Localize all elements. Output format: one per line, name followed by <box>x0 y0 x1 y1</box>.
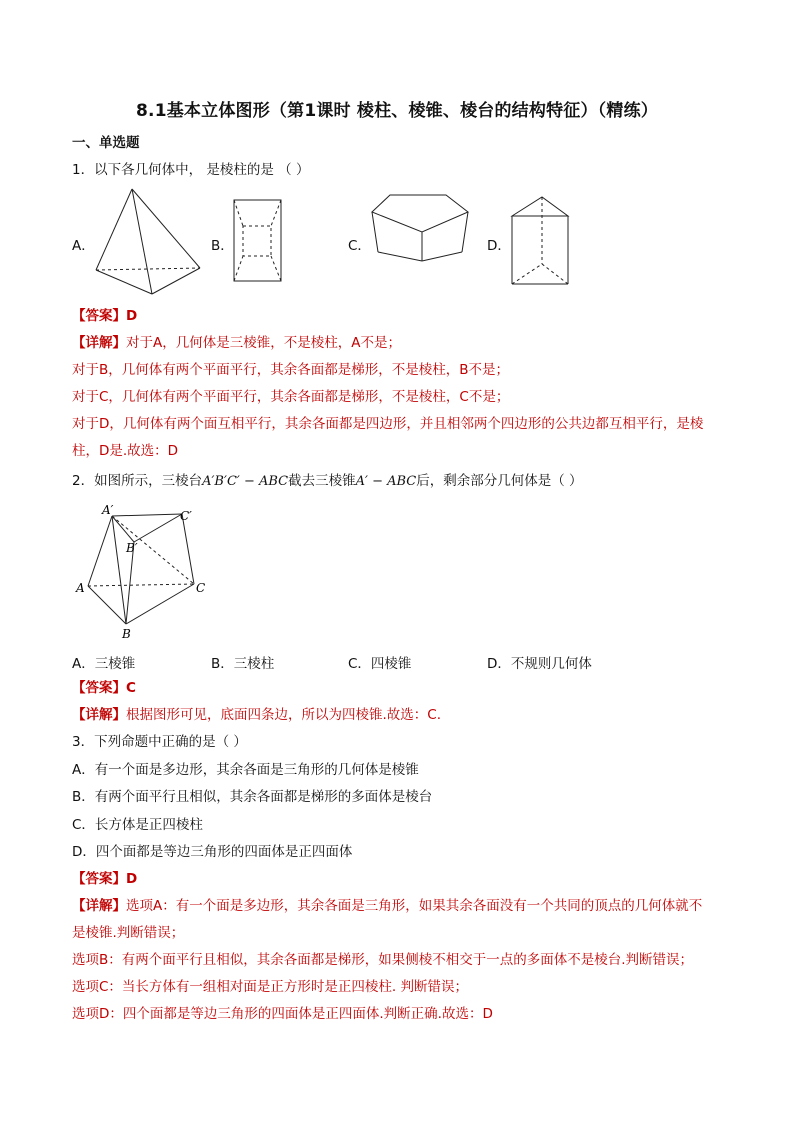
q1-detail-line: 对于B，几何体有两个平面平行，其余各面都是梯形，不是棱柱，B不是； <box>72 362 510 378</box>
q2-option-b: B．三棱柱 <box>211 656 275 672</box>
q3-detail-text: 选项A：有一个面是多边形，其余各面是三角形，如果其余各面没有一个共同的顶点的几何体就不 <box>126 898 703 914</box>
q1-option-d-label: D． <box>487 238 511 254</box>
q2-option-d: D．不规则几何体 <box>487 656 592 672</box>
q2-expression: A′B′C′ − ABC <box>202 474 289 489</box>
vertex-label-a: A <box>76 581 85 595</box>
vertex-label-b1: B′ <box>126 541 138 555</box>
answer-label: 【答案】 <box>72 680 126 696</box>
q2-detail-line <box>72 706 441 724</box>
q2-stem <box>72 472 583 491</box>
vertex-label-c: C <box>196 581 206 595</box>
section-heading: 一、单选题 <box>72 135 140 151</box>
q1-figure-b-frustum <box>232 198 284 284</box>
q1-option-c-label: C． <box>348 238 371 254</box>
q1-detail-line <box>72 334 401 352</box>
vertex-label-a1: A′ <box>102 503 114 517</box>
answer-value: C <box>126 680 136 696</box>
detail-label: 【详解】 <box>72 707 126 723</box>
q2-expression: A′ − ABC <box>355 474 417 489</box>
q1-figure-d-prism <box>508 194 572 288</box>
q1-option-a-label: A． <box>72 238 95 254</box>
q2-stem-part: 截去三棱锥 <box>288 473 356 489</box>
q3-answer <box>72 870 137 888</box>
q3-option-c: C．长方体是正四棱柱 <box>72 817 203 833</box>
q3-detail-line <box>72 897 702 915</box>
answer-value: D <box>126 308 138 324</box>
q2-stem-part: 2．如图所示，三棱台 <box>72 473 203 489</box>
q1-answer <box>72 307 137 325</box>
detail-label: 【详解】 <box>72 335 126 351</box>
q3-detail-line: 选项B：有两个面平行且相似，其余各面都是梯形，如果侧棱不相交于一点的多面体不是棱台.判断错误； <box>72 952 694 968</box>
q1-figure-c-frustum <box>370 192 470 264</box>
q2-answer <box>72 679 136 697</box>
q2-option-a: A．三棱锥 <box>72 656 136 672</box>
vertex-label-c1: C′ <box>180 509 192 523</box>
q3-detail-line: 选项D：四个面都是等边三角形的四面体是正四面体.判断正确.故选：D <box>72 1006 493 1022</box>
q1-figure-a-pyramid <box>92 186 204 298</box>
page-title: 8.1基本立体图形（第1课时 棱柱、棱锥、棱台的结构特征）（精练） <box>136 101 658 121</box>
q3-stem: 3．下列命题中正确的是（ ） <box>72 734 247 750</box>
q1-detail-line: 对于D，几何体有两个面互相平行，其余各面都是四边形，并且相邻两个四边形的公共边都互相平行，是棱 <box>72 416 704 432</box>
q1-detail-line: 柱，D是.故选：D <box>72 443 179 459</box>
q2-option-c: C．四棱锥 <box>348 656 412 672</box>
q3-option-a: A．有一个面是多边形，其余各面是三角形的几何体是棱锥 <box>72 762 419 778</box>
q2-detail-text: 根据图形可见，底面四条边，所以为四棱锥.故选：C. <box>126 707 442 723</box>
answer-label: 【答案】 <box>72 871 126 887</box>
q3-option-b: B．有两个面平行且相似，其余各面都是梯形的多面体是棱台 <box>72 789 433 805</box>
q2-figure-frustum <box>74 500 214 642</box>
q3-detail-line: 是棱锥.判断错误； <box>72 925 185 941</box>
vertex-label-b: B <box>122 627 131 641</box>
answer-label: 【答案】 <box>72 308 126 324</box>
answer-value: D <box>126 871 138 887</box>
q3-option-d: D．四个面都是等边三角形的四面体是正四面体 <box>72 844 353 860</box>
q1-detail-line: 对于C，几何体有两个平面平行，其余各面都是梯形，不是棱柱，C不是； <box>72 389 510 405</box>
q1-option-b-label: B． <box>211 238 234 254</box>
detail-label: 【详解】 <box>72 898 126 914</box>
q1-detail-text: 对于A，几何体是三棱锥，不是棱柱，A不是； <box>126 335 401 351</box>
q2-stem-part: 后，剩余部分几何体是（ ） <box>416 473 583 489</box>
q1-stem: 1．以下各几何体中， 是棱柱的是 （ ） <box>72 162 310 178</box>
q3-detail-line: 选项C：当长方体有一组相对面是正方形时是正四棱柱. 判断错误； <box>72 979 469 995</box>
